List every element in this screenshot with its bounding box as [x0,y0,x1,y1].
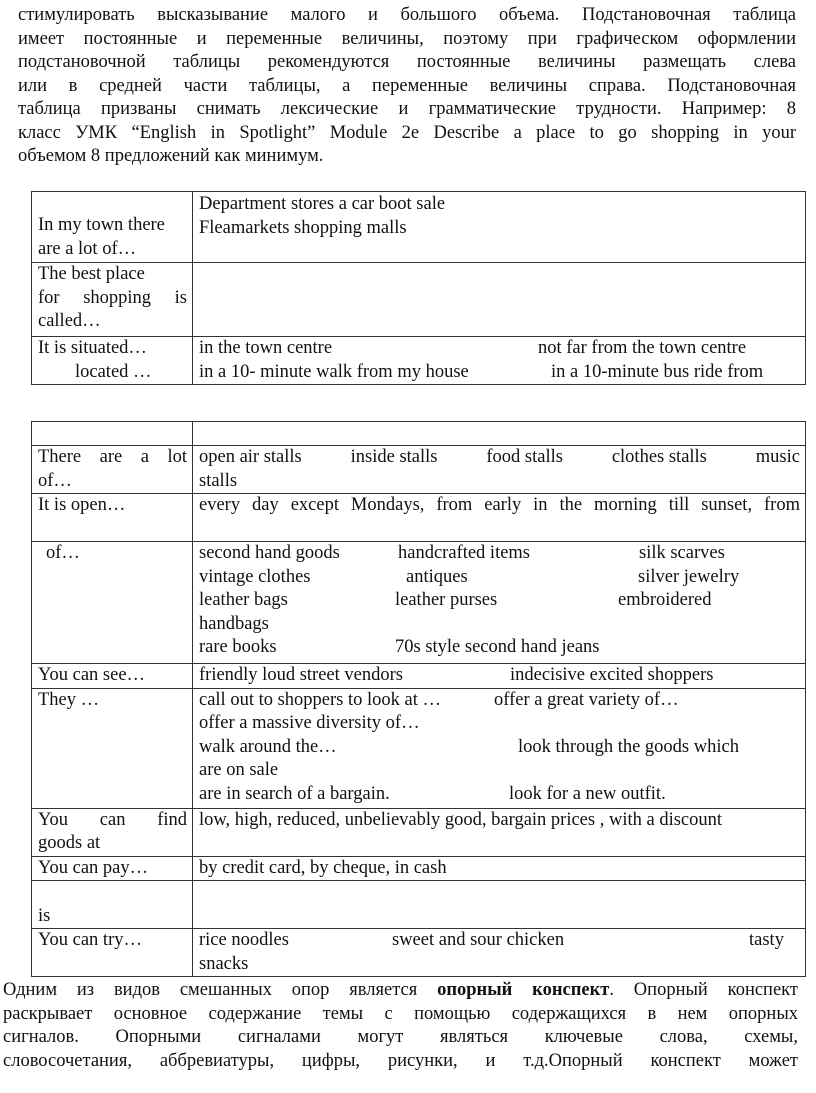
cell-text: snacks [199,953,249,974]
cell-text: silver jewelry [638,566,740,587]
table-row [32,542,806,664]
table-cell [32,446,193,494]
cell-text: It is situated… [38,338,147,358]
cell-text: look through the goods which [518,736,739,757]
cell-text: walk around the… [199,736,337,757]
table-cell [193,808,806,856]
outro-paragraph [3,979,798,1073]
table-cell [193,929,806,977]
table-cell [32,542,193,664]
cell-text: vintage clothes [199,566,311,587]
cell-text: offer a massive diversity of… [199,713,420,733]
table-row [32,494,806,542]
cell-text: Department stores a car boot sale [199,194,446,214]
cell-text: are in search of a bargain. [199,783,390,804]
outro-text: . Опорный конспект [609,980,798,1000]
cell-text: is [38,905,51,926]
table-cell [193,881,806,929]
cell-text: in a 10- minute walk from my house [199,361,469,382]
cell-text: sweet and sour chicken [392,930,565,950]
cell-text: clothes stalls [611,447,707,467]
cell-text: call out to shoppers to look at … [199,689,442,710]
table-cell [32,856,193,881]
cell-text: for shopping is [38,287,187,308]
cell-text: They … [38,689,100,710]
cell-text: in a 10-minute bus ride from [551,361,764,382]
cell-text: open air stalls [199,447,302,467]
cell-text: rice noodles [199,930,289,950]
intro-paragraph [18,4,796,169]
cell-text: every day except Mondays, from early in the morning till sunset, from [199,495,800,515]
table-cell [32,422,193,446]
cell-text: not far from the town centre [538,338,747,358]
table-cell [193,422,806,446]
cell-text: In my town there [38,215,165,235]
substitution-table-1 [31,191,806,385]
cell-text: It is open… [38,495,126,515]
cell-text: of… [38,470,72,491]
intro-line: подстановочной таблицы рекомендуются постоянные величины размещать слева [18,52,796,72]
table-cell [193,542,806,664]
cell-text: inside stalls [350,447,438,467]
intro-line: таблица призваны снимать лексические и грамматические трудности. Например: 8 [18,99,796,119]
substitution-table-2 [31,421,806,977]
cell-text: rare books [199,637,277,657]
cell-text: music [755,447,800,467]
intro-line: или в средней части таблицы, а переменные величины справа. Подстановочная [18,75,796,96]
table-row [32,337,806,385]
cell-text: food stalls [486,447,563,467]
table-cell [32,808,193,856]
intro-line: стимулировать высказывание малого и большого объема. Подстановочная таблица [18,5,796,25]
cell-text: low, high, reduced, unbelievably good, bargain prices , with a discount [199,809,723,830]
outro-text: Одним из видов смешанных опор является [3,980,418,1000]
cell-text: goods at [38,833,101,853]
cell-text: embroidered [618,590,712,610]
outro-bold-term: опорный конспект [437,980,610,1000]
table-cell [193,446,806,494]
cell-text: indecisive excited shoppers [510,665,714,685]
cell-text: look for a new outfit. [509,783,666,804]
table-cell [193,263,806,337]
table-row [32,192,806,263]
cell-text: stalls [199,470,238,491]
table-cell [193,494,806,542]
outro-line: словосочетания, аббревиатуры, цифры, рисунки, и т.д.Опорный конспект может [3,1050,798,1071]
cell-text: silk scarves [639,543,725,563]
cell-text: There are a lot [38,447,187,467]
table-cell [193,192,806,263]
cell-text: The best place [38,264,145,284]
cell-text: You can pay… [38,857,149,878]
table-cell [32,664,193,689]
table-cell [193,664,806,689]
table-row [32,422,806,446]
cell-text: second hand goods [199,543,340,563]
cell-text: by credit card, by cheque, in cash [199,857,447,878]
cell-text: handcrafted items [398,543,531,563]
table-row [32,929,806,977]
table-row [32,664,806,689]
table-row [32,688,806,808]
cell-text: are a lot of… [38,238,137,259]
table-cell [32,881,193,929]
cell-text: leather bags [199,590,288,610]
table-row [32,263,806,337]
table-cell [193,688,806,808]
table-cell [32,337,193,385]
cell-text: in the town centre [199,338,333,358]
cell-text: antiques [406,566,468,587]
cell-text: 70s style second hand jeans [395,637,600,657]
outro-line: раскрывает основное содержание темы с помощью содержащихся в нем опорных [3,1003,798,1024]
outro-line: сигналов. Опорными сигналами могут являться ключевые слова, схемы, [3,1027,798,1047]
intro-line: объемом 8 предложений как минимум. [18,146,324,166]
cell-text: are on sale [199,760,279,780]
table-row [32,881,806,929]
cell-text: You can see… [38,665,146,685]
intro-line: имеет постоянные и переменные величины, поэтому при графическом оформлении [18,28,796,49]
cell-text: Fleamarkets shopping malls [199,217,407,238]
cell-text: tasty [749,930,784,950]
cell-text: leather purses [395,590,498,610]
outro-line [3,979,798,1003]
cell-text: You can try… [38,930,142,950]
cell-text: handbags [199,613,269,634]
cell-text: friendly loud street vendors [199,665,403,685]
intro-line: класс УМК “English in Spotlight” Module 2e Describe a place to go shopping in your [18,122,796,143]
cell-text: You can find [38,809,187,830]
table-cell [193,337,806,385]
table-cell [193,856,806,881]
table-cell [32,688,193,808]
cell-text: called… [38,311,101,331]
table-cell [32,494,193,542]
table-row [32,446,806,494]
cell-text: located … [75,361,152,382]
table-cell [32,263,193,337]
cell-text: of… [46,543,80,563]
table-row [32,856,806,881]
cell-text: offer a great variety of… [494,689,679,710]
table-cell [32,192,193,263]
table-cell [32,929,193,977]
table-row [32,808,806,856]
